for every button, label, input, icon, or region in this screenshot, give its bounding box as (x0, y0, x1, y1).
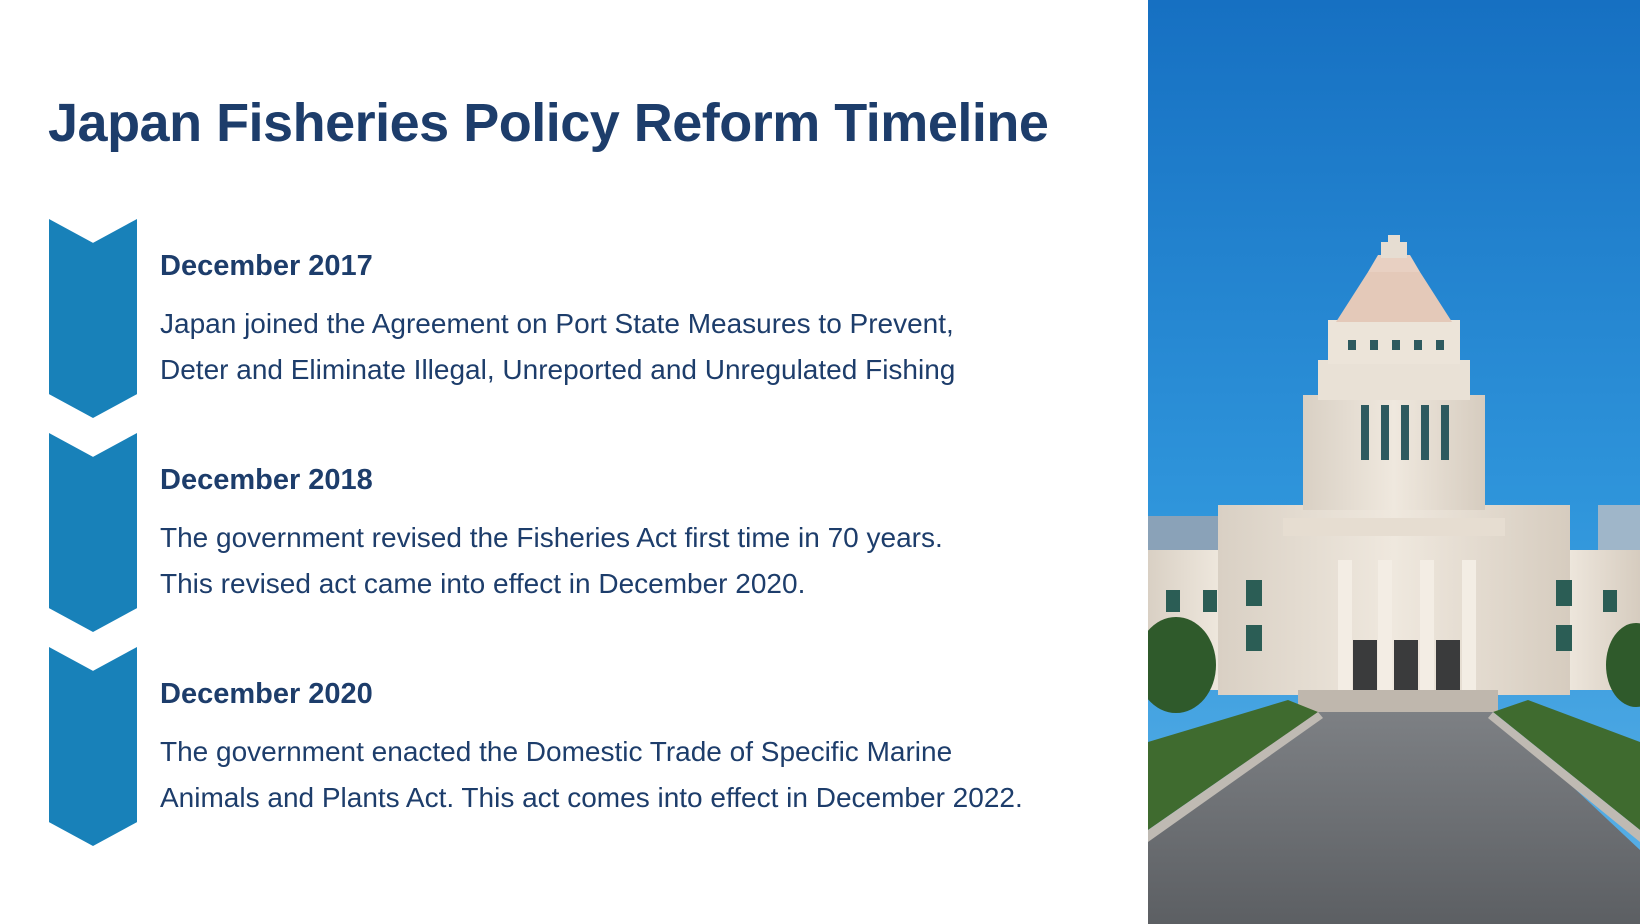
timeline-date-2: December 2018 (160, 464, 373, 496)
timeline-description-2: The government revised the Fisheries Act first time in 70 years. This revised act came into effect in December 2020. (160, 522, 943, 599)
timeline-date-1: December 2017 (160, 250, 373, 282)
timeline-description-1: Japan joined the Agreement on Port State Measures to Prevent, Deter and Eliminate Illegal, Unreported and Unregulated Fishing (160, 308, 956, 385)
national-diet-building-photo (1148, 0, 1640, 924)
timeline-entry-1 (160, 250, 1120, 393)
page-title: Japan Fisheries Policy Reform Timeline (48, 93, 1049, 153)
timeline-entry-2 (160, 464, 1120, 607)
timeline-date-3: December 2020 (160, 678, 373, 710)
timeline-description-3: The government enacted the Domestic Trade of Specific Marine Animals and Plants Act. This act comes into effect in December 2022. (160, 736, 1023, 813)
timeline-chevron-2 (49, 433, 137, 632)
timeline-entry-3 (160, 678, 1120, 821)
timeline-chevron-1 (49, 219, 137, 418)
timeline-chevron-3 (49, 647, 137, 846)
